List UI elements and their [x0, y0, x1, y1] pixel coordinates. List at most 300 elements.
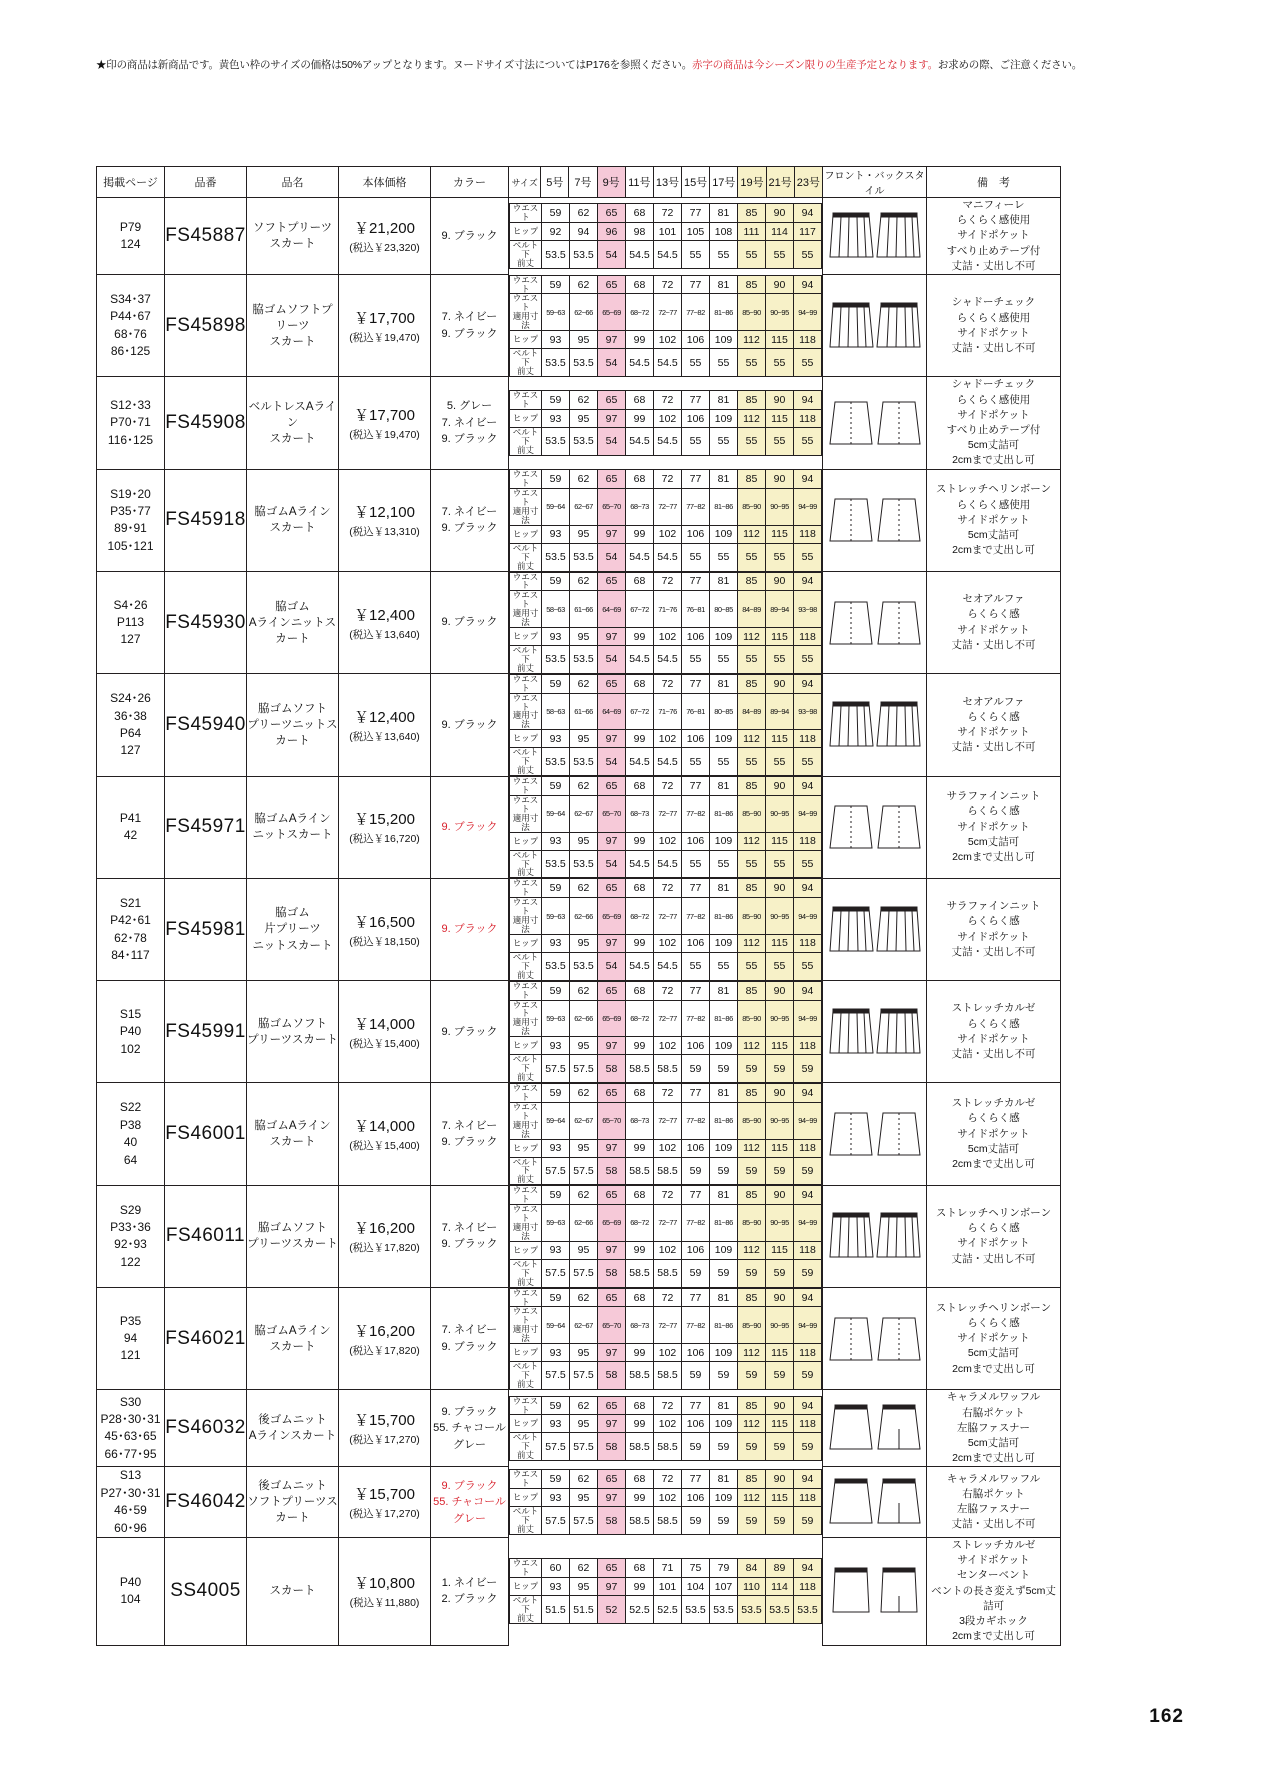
- measure-cell: 68~72: [626, 898, 654, 935]
- measure-cell: 64~69: [598, 591, 626, 628]
- cell-price: ￥16,500 (税込￥18,150): [339, 878, 431, 980]
- measure-cell: 65~70: [598, 489, 626, 526]
- measure-cell: 59: [794, 1055, 822, 1083]
- measure-cell: 65~69: [598, 294, 626, 331]
- measure-cell: 71: [654, 1559, 682, 1578]
- measure-label: ヒップ: [510, 730, 542, 748]
- cell-product-code: FS46032: [165, 1390, 247, 1467]
- measure-cell: 71~76: [654, 591, 682, 628]
- th-code: 品番: [165, 167, 247, 198]
- measure-cell: 59: [794, 1157, 822, 1185]
- measure-cell: 59: [766, 1362, 794, 1390]
- measure-cell: 97: [598, 1489, 626, 1507]
- measure-cell: 68: [626, 1559, 654, 1578]
- measure-cell: 77: [682, 879, 710, 898]
- measure-cell: 94: [794, 470, 822, 489]
- cell-price: ￥12,100 (税込￥13,310): [339, 469, 431, 571]
- measure-cell: 99: [626, 1415, 654, 1433]
- measure-cell: 68~73: [626, 489, 654, 526]
- cell-style-illustration: [823, 1390, 927, 1467]
- measure-cell: 99: [626, 628, 654, 646]
- measurement-table: [509, 1396, 822, 1462]
- cell-product-code: SS4005: [165, 1538, 247, 1646]
- measure-cell: 90~95: [766, 489, 794, 526]
- th-size-11: 11号: [625, 167, 653, 198]
- measure-cell: 80~85: [710, 693, 738, 730]
- measure-cell: 112: [738, 1241, 766, 1259]
- measure-cell: 85: [738, 1288, 766, 1307]
- measure-label: ウエスト: [510, 572, 542, 591]
- measure-cell: 55: [794, 428, 822, 456]
- measure-cell: 67~72: [626, 591, 654, 628]
- measure-cell: 115: [766, 1415, 794, 1433]
- measure-cell: 93: [542, 832, 570, 850]
- measure-cell: 79: [710, 1559, 738, 1578]
- cell-product-code: FS46011: [165, 1185, 247, 1287]
- notice-part2: お求めの際、ご注意ください。: [937, 59, 1083, 71]
- cell-price: ￥16,200 (税込￥17,820): [339, 1288, 431, 1390]
- measure-cell: 58.5: [626, 1055, 654, 1083]
- measure-cell: 62: [570, 1083, 598, 1102]
- measure-cell: 77: [682, 1083, 710, 1102]
- measure-cell: 59: [766, 1507, 794, 1535]
- measure-cell: 85: [738, 391, 766, 410]
- measure-row: [510, 850, 822, 878]
- cell-measurements: [509, 776, 823, 878]
- measure-cell: 71~76: [654, 693, 682, 730]
- measure-cell: 59: [710, 1055, 738, 1083]
- measure-label: ベルト下 前丈: [510, 1596, 542, 1624]
- cell-colors: 9. ブラック: [431, 776, 509, 878]
- measure-cell: 84: [738, 1559, 766, 1578]
- measure-cell: 109: [710, 730, 738, 748]
- measure-cell: 54: [598, 349, 626, 377]
- measure-cell: 95: [570, 730, 598, 748]
- measure-cell: 98: [626, 223, 654, 241]
- measure-cell: 72: [654, 1288, 682, 1307]
- measure-cell: 55: [682, 349, 710, 377]
- measure-cell: 59: [738, 1507, 766, 1535]
- measure-label: ウエスト: [510, 275, 542, 294]
- cell-product-name: 脇ゴムソフト プリーツスカート: [247, 1185, 339, 1287]
- measure-cell: 72~77: [654, 1205, 682, 1242]
- measure-cell: 59: [710, 1507, 738, 1535]
- measurement-table: [509, 878, 822, 980]
- cell-style-illustration: [823, 981, 927, 1083]
- page-notice: [96, 58, 1184, 72]
- measure-cell: 54.5: [654, 241, 682, 269]
- measure-cell: 62: [570, 674, 598, 693]
- measure-cell: 65~70: [598, 1307, 626, 1344]
- measure-cell: 112: [738, 1489, 766, 1507]
- cell-price: ￥17,700 (税込￥19,470): [339, 377, 431, 469]
- measure-cell: 55: [710, 543, 738, 571]
- cell-pages: S13 P27･30･31 46･59 60･96: [97, 1467, 165, 1538]
- measure-cell: 94: [794, 204, 822, 223]
- measure-cell: 102: [654, 1241, 682, 1259]
- measure-cell: 77: [682, 1470, 710, 1489]
- measure-cell: 53.5: [542, 543, 570, 571]
- measure-cell: 58.5: [654, 1507, 682, 1535]
- measure-cell: 68~73: [626, 795, 654, 832]
- measure-cell: 59: [542, 674, 570, 693]
- cell-measurements: [509, 1467, 823, 1538]
- measure-cell: 59: [542, 1083, 570, 1102]
- cell-notes: ストレッチヘリンボーン らくらく感使用 サイドポケット 5cm丈詰可 2cmまで丈出し可: [927, 469, 1061, 571]
- measure-cell: 102: [654, 934, 682, 952]
- measure-cell: 72: [654, 981, 682, 1000]
- measure-cell: 55: [738, 748, 766, 776]
- measure-cell: 94: [794, 674, 822, 693]
- measure-cell: 72: [654, 1396, 682, 1415]
- measure-cell: 53.5: [570, 646, 598, 674]
- measure-cell: 55: [766, 952, 794, 980]
- measure-cell: 65~70: [598, 795, 626, 832]
- cell-notes: シャドーチェック らくらく感使用 サイドポケット 丈詰・丈出し不可: [927, 275, 1061, 377]
- cell-product-name: 脇ゴムAライン ニットスカート: [247, 776, 339, 878]
- measure-cell: 106: [682, 525, 710, 543]
- measure-label: ウエスト: [510, 1186, 542, 1205]
- cell-notes: セオアルファ らくらく感 サイドポケット 丈詰・丈出し不可: [927, 572, 1061, 674]
- measure-cell: 53.5: [710, 1596, 738, 1624]
- cell-colors: 7. ネイビー 9. ブラック: [431, 1185, 509, 1287]
- cell-style-illustration: [823, 1538, 927, 1646]
- measure-cell: 94~99: [794, 1102, 822, 1139]
- measure-cell: 62: [570, 204, 598, 223]
- measure-cell: 89~94: [766, 591, 794, 628]
- cell-price: ￥16,200 (税込￥17,820): [339, 1185, 431, 1287]
- measure-cell: 62~67: [570, 489, 598, 526]
- cell-product-name: 脇ゴムソフトプリーツ スカート: [247, 275, 339, 377]
- measure-cell: 90: [766, 1288, 794, 1307]
- measure-cell: 93: [542, 1489, 570, 1507]
- cell-colors: 9. ブラック: [431, 198, 509, 275]
- measure-cell: 112: [738, 1037, 766, 1055]
- measure-label: ウエスト: [510, 1559, 542, 1578]
- measure-cell: 118: [794, 1139, 822, 1157]
- measure-cell: 77~82: [682, 1000, 710, 1037]
- measure-cell: 55: [738, 428, 766, 456]
- measure-row: [510, 1055, 822, 1083]
- measure-cell: 54: [598, 850, 626, 878]
- measure-cell: 72: [654, 470, 682, 489]
- cell-pages: S4･26 P113 127: [97, 572, 165, 674]
- measure-cell: 90: [766, 204, 794, 223]
- measure-cell: 68~73: [626, 1307, 654, 1344]
- measure-cell: 72~77: [654, 1307, 682, 1344]
- cell-style-illustration: [823, 776, 927, 878]
- measure-label: ウエスト: [510, 1083, 542, 1102]
- measure-cell: 112: [738, 525, 766, 543]
- cell-pages: S22 P38 40 64: [97, 1083, 165, 1185]
- measure-cell: 55: [710, 349, 738, 377]
- measure-cell: 77: [682, 204, 710, 223]
- measure-cell: 62: [570, 572, 598, 591]
- measure-cell: 99: [626, 410, 654, 428]
- measure-cell: 58: [598, 1157, 626, 1185]
- measure-cell: 81~86: [710, 1205, 738, 1242]
- measure-cell: 72: [654, 391, 682, 410]
- measure-cell: 85~90: [738, 1000, 766, 1037]
- measure-cell: 62: [570, 391, 598, 410]
- measure-cell: 59: [794, 1507, 822, 1535]
- measure-cell: 59: [710, 1433, 738, 1461]
- measure-cell: 99: [626, 1139, 654, 1157]
- measure-label: ベルト下 前丈: [510, 1433, 542, 1461]
- measure-cell: 62: [570, 1559, 598, 1578]
- measure-cell: 95: [570, 934, 598, 952]
- measure-label: ウエスト 適用寸法: [510, 693, 542, 730]
- measure-cell: 97: [598, 832, 626, 850]
- measure-cell: 68: [626, 1470, 654, 1489]
- measure-cell: 57.5: [570, 1507, 598, 1535]
- cell-price: ￥21,200 (税込￥23,320): [339, 198, 431, 275]
- measure-cell: 58~63: [542, 693, 570, 730]
- measure-cell: 102: [654, 1037, 682, 1055]
- measure-cell: 55: [794, 850, 822, 878]
- measure-cell: 54.5: [654, 850, 682, 878]
- cell-pages: S30 P28･30･31 45･63･65 66･77･95: [97, 1390, 165, 1467]
- measure-cell: 95: [570, 1578, 598, 1596]
- measure-cell: 58.5: [626, 1362, 654, 1390]
- measure-cell: 76~81: [682, 693, 710, 730]
- measure-cell: 53.5: [570, 349, 598, 377]
- measure-cell: 102: [654, 525, 682, 543]
- measure-cell: 110: [738, 1578, 766, 1596]
- measure-cell: 55: [738, 241, 766, 269]
- cell-colors: 7. ネイビー 9. ブラック: [431, 469, 509, 571]
- measure-cell: 65: [598, 1186, 626, 1205]
- measure-label: ヒップ: [510, 525, 542, 543]
- cell-price: ￥17,700 (税込￥19,470): [339, 275, 431, 377]
- measure-cell: 75: [682, 1559, 710, 1578]
- measure-cell: 95: [570, 525, 598, 543]
- measure-row: [510, 1102, 822, 1139]
- measure-cell: 59: [766, 1157, 794, 1185]
- measure-cell: 72~77: [654, 898, 682, 935]
- th-size-19: 19号: [738, 167, 766, 198]
- measure-cell: 55: [710, 952, 738, 980]
- measurement-table: [509, 1558, 822, 1624]
- measure-cell: 59: [794, 1433, 822, 1461]
- measure-cell: 118: [794, 1037, 822, 1055]
- cell-product-name: 後ゴムニット Aラインスカート: [247, 1390, 339, 1467]
- measure-cell: 85: [738, 981, 766, 1000]
- cell-colors: 9. ブラック 55. チャコールグレー: [431, 1390, 509, 1467]
- measure-row: [510, 1083, 822, 1102]
- measure-cell: 54: [598, 543, 626, 571]
- measurement-table: [509, 674, 822, 776]
- measure-cell: 112: [738, 934, 766, 952]
- measure-cell: 60: [542, 1559, 570, 1578]
- measure-cell: 102: [654, 410, 682, 428]
- measure-cell: 112: [738, 331, 766, 349]
- measure-cell: 81~86: [710, 489, 738, 526]
- measurement-table: [509, 1469, 822, 1535]
- measure-cell: 65: [598, 572, 626, 591]
- measure-cell: 81~86: [710, 1102, 738, 1139]
- measure-cell: 96: [598, 223, 626, 241]
- cell-style-illustration: [823, 1288, 927, 1390]
- measure-cell: 117: [794, 223, 822, 241]
- measure-cell: 72~77: [654, 1000, 682, 1037]
- measure-cell: 80~85: [710, 591, 738, 628]
- measure-cell: 54.5: [654, 349, 682, 377]
- measure-cell: 59: [542, 1396, 570, 1415]
- measure-row: [510, 879, 822, 898]
- measure-cell: 94: [570, 223, 598, 241]
- measure-cell: 89~94: [766, 693, 794, 730]
- cell-pages: S12･33 P70･71 116･125: [97, 377, 165, 469]
- cell-product-name: 脇ゴムAライン スカート: [247, 1083, 339, 1185]
- measure-cell: 55: [794, 952, 822, 980]
- measure-cell: 94: [794, 777, 822, 796]
- measure-cell: 115: [766, 1139, 794, 1157]
- measure-label: ウエスト: [510, 1396, 542, 1415]
- cell-product-code: FS45930: [165, 572, 247, 674]
- measure-cell: 52.5: [654, 1596, 682, 1624]
- measure-label: ウエスト 適用寸法: [510, 591, 542, 628]
- measure-cell: 115: [766, 1344, 794, 1362]
- measure-cell: 68: [626, 391, 654, 410]
- measure-cell: 77: [682, 470, 710, 489]
- table-row: [97, 776, 1061, 878]
- measure-cell: 115: [766, 628, 794, 646]
- measure-cell: 58.5: [626, 1507, 654, 1535]
- th-size: サイズ: [509, 167, 541, 198]
- measure-cell: 77: [682, 275, 710, 294]
- measure-cell: 97: [598, 934, 626, 952]
- measure-cell: 101: [654, 223, 682, 241]
- measure-cell: 89: [766, 1559, 794, 1578]
- measure-cell: 58.5: [654, 1055, 682, 1083]
- measure-cell: 59~63: [542, 294, 570, 331]
- measure-label: ヒップ: [510, 1489, 542, 1507]
- cell-notes: ストレッチカルゼ らくらく感 サイドポケット 5cm丈詰可 2cmまで丈出し可: [927, 1083, 1061, 1185]
- measure-cell: 55: [710, 428, 738, 456]
- cell-notes: シャドーチェック らくらく感使用 サイドポケット すべり止めテープ付 5cm丈詰可 2cmまで丈出し可: [927, 377, 1061, 469]
- measure-label: ベルト下 前丈: [510, 349, 542, 377]
- measure-row: [510, 1578, 822, 1596]
- th-size-17: 17号: [710, 167, 738, 198]
- measure-row: [510, 1415, 822, 1433]
- measure-cell: 59: [738, 1433, 766, 1461]
- cell-product-name: 脇ゴム 片プリーツ ニットスカート: [247, 878, 339, 980]
- measure-cell: 102: [654, 1415, 682, 1433]
- measure-cell: 95: [570, 832, 598, 850]
- measure-cell: 51.5: [570, 1596, 598, 1624]
- measure-cell: 81: [710, 674, 738, 693]
- measure-cell: 93: [542, 934, 570, 952]
- measure-cell: 97: [598, 1139, 626, 1157]
- page-number: 162: [1149, 1706, 1184, 1727]
- measure-cell: 59: [542, 777, 570, 796]
- measure-cell: 93: [542, 730, 570, 748]
- measure-cell: 95: [570, 1415, 598, 1433]
- measure-cell: 62~67: [570, 1307, 598, 1344]
- cell-notes: キャラメルワッフル 右脇ポケット 左脇ファスナー 丈詰・丈出し不可: [927, 1467, 1061, 1538]
- measure-label: ベルト下 前丈: [510, 1507, 542, 1535]
- measure-cell: 93: [542, 410, 570, 428]
- measure-cell: 54.5: [654, 748, 682, 776]
- measure-cell: 111: [738, 223, 766, 241]
- measure-cell: 93: [542, 1241, 570, 1259]
- measure-cell: 68: [626, 1083, 654, 1102]
- measure-cell: 90~95: [766, 898, 794, 935]
- measure-cell: 55: [738, 952, 766, 980]
- measure-cell: 77~82: [682, 489, 710, 526]
- measure-cell: 97: [598, 1344, 626, 1362]
- cell-style-illustration: [823, 878, 927, 980]
- measure-cell: 53.5: [794, 1596, 822, 1624]
- measure-cell: 59: [766, 1433, 794, 1461]
- cell-product-code: FS45981: [165, 878, 247, 980]
- measure-cell: 58.5: [626, 1259, 654, 1287]
- measure-cell: 54.5: [626, 349, 654, 377]
- measure-cell: 77: [682, 1396, 710, 1415]
- measure-cell: 90: [766, 981, 794, 1000]
- measure-cell: 85: [738, 674, 766, 693]
- measure-label: ヒップ: [510, 331, 542, 349]
- measure-label: ウエスト 適用寸法: [510, 1000, 542, 1037]
- measure-cell: 68: [626, 204, 654, 223]
- measure-cell: 109: [710, 331, 738, 349]
- measure-cell: 102: [654, 628, 682, 646]
- measure-cell: 59: [542, 981, 570, 1000]
- cell-colors: 9. ブラック: [431, 878, 509, 980]
- measure-cell: 109: [710, 1037, 738, 1055]
- measure-label: ベルト下 前丈: [510, 241, 542, 269]
- measure-cell: 53.5: [682, 1596, 710, 1624]
- measure-cell: 99: [626, 1344, 654, 1362]
- measure-row: [510, 795, 822, 832]
- measure-cell: 51.5: [542, 1596, 570, 1624]
- measure-cell: 77: [682, 777, 710, 796]
- measure-row: [510, 391, 822, 410]
- measure-cell: 57.5: [570, 1259, 598, 1287]
- measure-cell: 93: [542, 628, 570, 646]
- cell-measurements: [509, 1288, 823, 1390]
- measure-cell: 54: [598, 646, 626, 674]
- measure-cell: 115: [766, 410, 794, 428]
- measure-cell: 54.5: [626, 748, 654, 776]
- measure-cell: 58: [598, 1507, 626, 1535]
- measure-row: [510, 952, 822, 980]
- th-price: 本体価格: [339, 167, 431, 198]
- measure-cell: 93: [542, 1344, 570, 1362]
- measure-label: ヒップ: [510, 1139, 542, 1157]
- measure-cell: 85: [738, 879, 766, 898]
- measure-cell: 72: [654, 879, 682, 898]
- measure-cell: 85: [738, 572, 766, 591]
- measure-cell: 55: [766, 850, 794, 878]
- measure-cell: 57.5: [570, 1157, 598, 1185]
- measure-cell: 59: [682, 1055, 710, 1083]
- measure-cell: 65: [598, 1396, 626, 1415]
- cell-product-name: スカート: [247, 1538, 339, 1646]
- measure-cell: 107: [710, 1578, 738, 1596]
- cell-product-code: FS46042: [165, 1467, 247, 1538]
- measure-cell: 55: [766, 543, 794, 571]
- measure-cell: 85: [738, 275, 766, 294]
- measure-cell: 54.5: [654, 646, 682, 674]
- measure-row: [510, 470, 822, 489]
- cell-pages: P40 104: [97, 1538, 165, 1646]
- measure-label: ウエスト: [510, 470, 542, 489]
- measure-cell: 109: [710, 1139, 738, 1157]
- measure-cell: 95: [570, 628, 598, 646]
- measure-cell: 52.5: [626, 1596, 654, 1624]
